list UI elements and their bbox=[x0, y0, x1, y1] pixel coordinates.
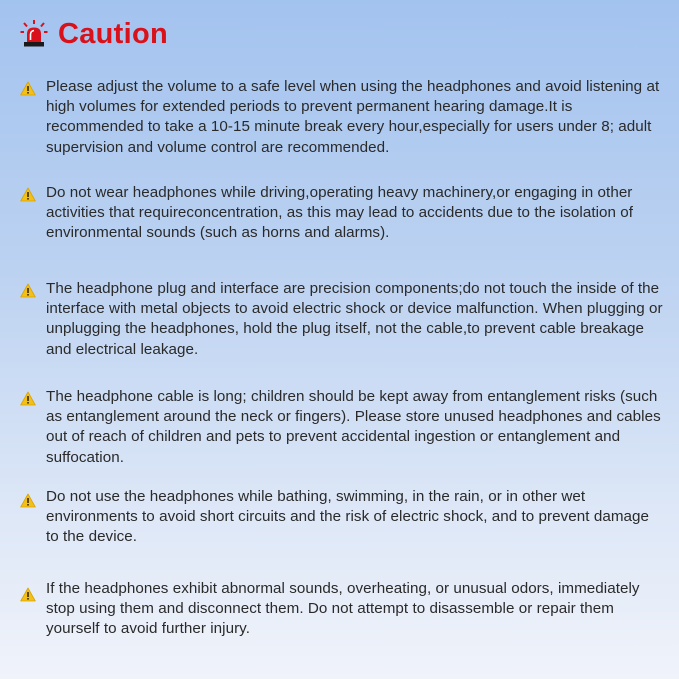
warning-text: Do not use the headphones while bathing, swimming, in the rain, or in other wet environments to avoid short circuits and the risk of electric shock, and to prevent damage to the device. bbox=[46, 488, 650, 546]
warning-triangle-icon bbox=[20, 391, 36, 406]
warning-text: Do not wear headphones while driving,operating heavy machinery,or engaging in other activities that requireconcentration, as this may lead to accidents due to the isolation of environmental sounds (such as horns and alarms). bbox=[46, 184, 634, 242]
warning-text: Please adjust the volume to a safe level when using the headphones and avoid listening at high volumes for extended periods to prevent permanent hearing damage.It is recommended to take a 10-15 minute break every hour,especially for users under 8; adult supervision and volume control are recommended. bbox=[46, 78, 660, 156]
page-title: Caution bbox=[58, 17, 169, 50]
warning-text: The headphone cable is long; children should be kept away from entanglement risks (such as entanglement around the neck or fingers). Please store unused headphones and cables out of reach of children and pets to prevent accidental ingestion or entanglement and suffocation. bbox=[46, 388, 661, 466]
alarm-siren-icon bbox=[20, 19, 48, 49]
warning-triangle-icon bbox=[20, 493, 36, 508]
warning-triangle-icon bbox=[20, 283, 36, 298]
header bbox=[20, 14, 168, 54]
warning-triangle-icon bbox=[20, 187, 36, 202]
warning-triangle-icon bbox=[20, 587, 36, 602]
warning-text: If the headphones exhibit abnormal sounds, overheating, or unusual odors, immediately stop using them and disconnect them. Do not attempt to disassemble or repair them yourself to avoid further injury. bbox=[46, 580, 640, 638]
warning-text: The headphone plug and interface are precision components;do not touch the inside of the interface with metal objects to avoid electric shock or device malfunction. When plugging or unplugging the headphones, hold the plug itself, not the cable,to prevent cable breakage and electrical leakage. bbox=[46, 280, 663, 358]
warning-triangle-icon bbox=[20, 81, 36, 96]
